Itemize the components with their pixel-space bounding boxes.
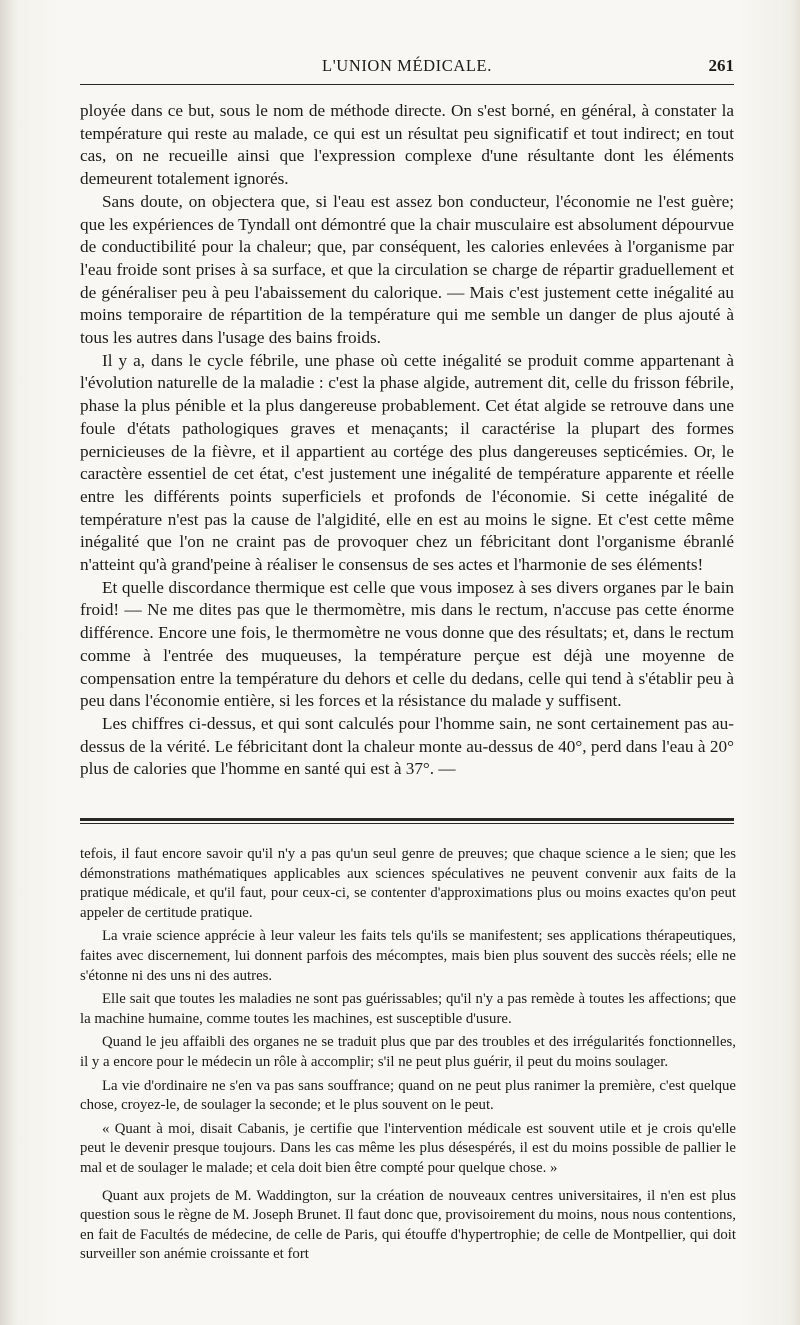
page-number: 261 [708,56,734,75]
running-head: L'UNION MÉDICALE. [322,56,492,75]
section-divider-thin [80,823,734,824]
section-divider-thick [80,818,734,821]
feuilleton-paragraph: tefois, il faut encore savoir qu'il n'y a pas qu'un seul genre de preuves; que chaque science a le sien; que les démonstrations mathématiques applicables aux sciences spéculatives ne peuvent convenir aux faits de la pratique médicale, et qu'il faut, pour ceux-ci, se contenter d'approximations plus ou moins exactes qu'on peut appeler de certitude pratique. [80,846,736,921]
page-header [80,56,734,86]
feuilleton-paragraph: « Quant à moi, disait Cabanis, je certifie que l'intervention médicale est souvent utile et je crois qu'elle peut le devenir presque toujours. Dans les cas même les plus désespérés, il est du moins possible de pallier le mal et de soulager le malade; et cela doit bien être compté pour quelque chose. » [80,1120,736,1176]
main-paragraph: Il y a, dans le cycle fébrile, une phase où cette inégalité se produit comme appartenant à l'évolution naturelle de la maladie : c'est la phase algide, autrement dit, celle du frisson fébrile, phase la plus pénible et la plus dangereuse probablement. Cet état algide se retrouve dans une foule d'états pathologiques graves et menaçants; il caractérise la plupart des formes pernicieuses de la fièvre, et il appartient au cortége des plus dangereuses septicémies. Or, le caractère essentiel de cet état, c'est justement une inégalité de température apparente et réelle entre les différents points superficiels et profonds de l'économie. Si cette inégalité de température n'est pas la cause de l'algidité, elle en est au moins le signe. Et c'est cette même inégalité que l'on ne craint pas de provoquer chez un fébricitant dont l'organisme ébranlé n'atteint qu'à grand'peine à réaliser le consensus de ses actes et l'harmonie de ses éléments! [80,350,734,575]
header-rule [80,84,734,85]
feuilleton-text [80,845,736,1269]
main-paragraph: Sans doute, on objectera que, si l'eau est assez bon conducteur, l'économie ne l'est guère; que les expériences de Tyndall ont démontré que la chair musculaire est absolument dépourvue de conductibilité pour la chaleur; que, par conséquent, les calories enlevées à l'organisme par l'eau froide sont prises à sa surface, et que la circulation se charge de répartir graduellement et de généraliser peu à peu l'abaissement du calorique. — Mais c'est justement cette inégalité au moins temporaire de répartition de la température qui me semble un danger de plus ajouté à tous les autres dans l'usage des bains froids. [80,191,734,348]
feuilleton-paragraph: Elle sait que toutes les maladies ne sont pas guérissables; qu'il n'y a pas remède à toutes les affections; que la machine humaine, comme toutes les machines, est susceptible d'usure. [80,991,736,1027]
feuilleton-paragraph: La vie d'ordinaire ne s'en va pas sans souffrance; quand on ne peut plus ranimer la première, c'est quelque chose, croyez-le, de soulager la seconde; et le plus souvent on le peut. [80,1077,736,1114]
feuilleton-paragraph: La vraie science apprécie à leur valeur les faits tels qu'ils se manifestent; ses applications thérapeutiques, faites avec discernement, lui donnent parfois des mécomptes, mais bien plus souvent des succès réels; elle ne s'étonne ni des uns ni des autres. [80,928,736,984]
main-paragraph: ployée dans ce but, sous le nom de méthode directe. On s'est borné, en général, à constater la température qui reste au malade, ce qui est un résultat peu significatif et tout indirect; en tout cas, on ne recueille ainsi que l'expression complexe d'une résultante dont les éléments demeurent totalement ignorés. [80,101,734,189]
main-paragraph: Les chiffres ci-dessus, et qui sont calculés pour l'homme sain, ne sont certainement pas au-dessus de la vérité. Le fébricitant dont la chaleur monte au-dessus de 40°, perd dans l'eau à 20° plus de calories que l'homme en santé qui est à 37°. — [80,713,734,779]
main-paragraph: Et quelle discordance thermique est celle que vous imposez à ses divers organes par le bain froid! — Ne me dites pas que le thermomètre, mis dans le rectum, n'accuse pas cette énorme différence. Encore une fois, le thermomètre ne vous donne que des résultats; et, dans le rectum comme à l'entrée des muqueuses, la température perçue est déjà une moyenne de compensation entre la température du dehors et celle du dedans, celle qui tend à s'établir peu à peu dans l'économie entière, si les forces et la résistance du malade y suffisent. [80,577,734,711]
main-text [80,100,734,781]
feuilleton-paragraph: Quand le jeu affaibli des organes ne se traduit plus que par des troubles et des irrégularités fonctionnelles, il y a encore pour le médecin un rôle à accomplir; s'il ne peut plus guérir, il peut du moins soulager. [80,1034,736,1070]
feuilleton-paragraph: Quant aux projets de M. Waddington, sur la création de nouveaux centres universitaires, il n'en est plus question sous le règne de M. Joseph Brunet. Il faut donc que, provisoirement du moins, nous nous contentions, en fait de Facultés de médecine, de celle de Paris, qui étouffe d'hypertrophie; de celle de Montpellier, qui doit surveiller son anémie croissante et fort [80,1187,736,1263]
